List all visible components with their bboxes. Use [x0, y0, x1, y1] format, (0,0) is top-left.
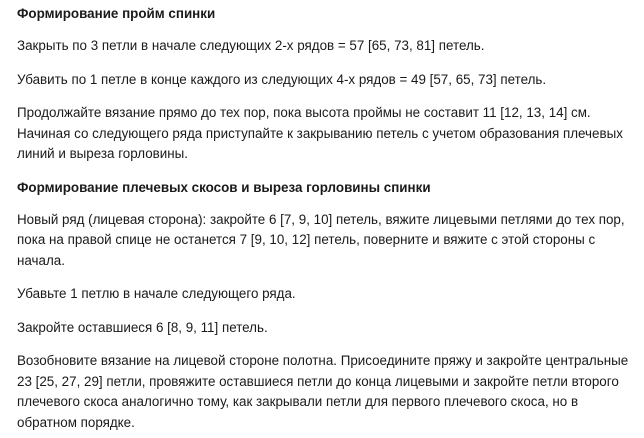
paragraph-decrease-rows: Убавить по 1 петле в конце каждого из следующих 4-х рядов = 49 [57, 65, 73] петель.: [17, 71, 547, 87]
paragraph-resume-knitting: Возобновите вязание на лицевой стороне полотна. Присоедините пряжу и закройте центральные 23 [25, 27, 29] петли, провяжите оставшиеся петли до конца лицевыми и закройте петли второго плечевого скоса аналогично тому, как закрывали петли для первого плечевого скоса, но в обратном порядке.: [17, 353, 629, 430]
paragraph-continue-knitting: Продолжайте вязание прямо до тех пор, пока высота проймы не составит 11 [12, 13, 14] см. Начиная со следующего ряда приступайте к закрыванию петель с учетом образования плечевых линий и выреза горловины.: [17, 105, 623, 161]
section-heading-armholes: Формирование пройм спинки: [17, 6, 216, 21]
paragraph-new-row: Новый ряд (лицевая сторона): закройте 6 [7, 9, 10] петель, вяжите лицевыми петлями до тех пор, пока на правой спице не останется 7 [9, 10, 12] петель, поверните и вяжите с этой стороны с начала.: [17, 211, 625, 268]
paragraph-bind-off-remaining: Закройте оставшиеся 6 [8, 9, 11] петель.: [17, 319, 268, 335]
paragraph-bind-off-rows: Закрыть по 3 петли в начале следующих 2-х рядов = 57 [65, 73, 81] петель.: [17, 38, 485, 53]
paragraph-decrease-one: Убавьте 1 петлю в начале следующего ряда.: [17, 286, 296, 301]
section-heading-shoulders-neckline: Формирование плечевых скосов и выреза горловины спинки: [17, 179, 431, 195]
